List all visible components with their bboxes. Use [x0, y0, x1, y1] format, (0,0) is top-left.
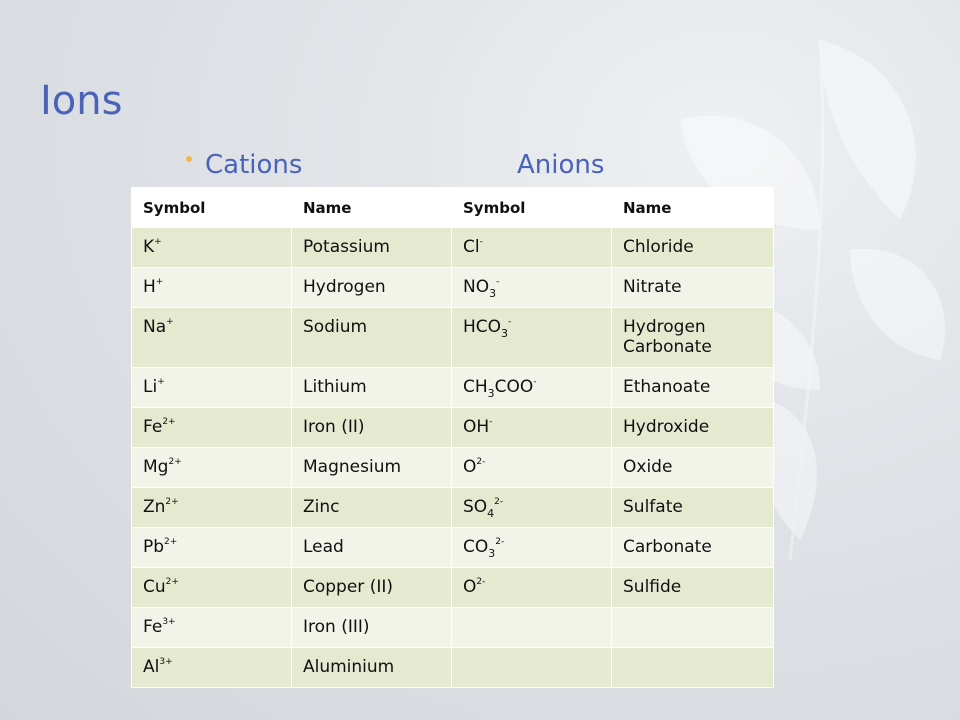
- cation-symbol-cell: [132, 368, 292, 408]
- table-row: [132, 228, 774, 268]
- anion-symbol-cell: [452, 608, 612, 648]
- anion-symbol-cell: [452, 408, 612, 448]
- anion-formula-part: CH: [463, 377, 488, 397]
- cation-symbol-cell: [132, 488, 292, 528]
- header-cell: Name: [612, 188, 774, 228]
- cation-name-cell: Magnesium: [292, 448, 452, 488]
- anion-name-cell: Sulfide: [612, 568, 774, 608]
- anion-formula-part: O: [463, 577, 477, 597]
- cation-charge: 3+: [159, 657, 173, 667]
- cation-name-cell: Iron (II): [292, 408, 452, 448]
- cation-charge: 2+: [162, 417, 176, 427]
- anion-formula-part: OH: [463, 417, 490, 437]
- cation-charge: +: [166, 317, 174, 327]
- table-row: [132, 408, 774, 448]
- ions-table-top: [131, 187, 774, 498]
- table-row: [132, 368, 774, 408]
- anion-formula-part: CO: [463, 537, 489, 557]
- table-row: [132, 308, 774, 368]
- anion-symbol-cell: [452, 488, 612, 528]
- cation-symbol: Na: [143, 317, 167, 337]
- anion-name-cell: [612, 648, 774, 688]
- anion-formula-part: NO: [463, 277, 490, 297]
- anion-charge: 2-: [494, 497, 504, 507]
- anion-formula-part: HCO: [463, 317, 502, 337]
- cation-symbol-cell: [132, 268, 292, 308]
- anion-symbol-cell: [452, 448, 612, 488]
- cation-name-cell: Sodium: [292, 308, 452, 368]
- cation-symbol: Fe: [143, 617, 163, 637]
- anion-name-cell: Hydrogen Carbonate: [612, 308, 774, 368]
- anion-symbol-cell: [452, 368, 612, 408]
- cation-symbol-cell: [132, 648, 292, 688]
- table-row: [132, 648, 774, 688]
- anion-charge: -: [479, 237, 483, 247]
- table-row: [132, 268, 774, 308]
- cations-heading: Cations: [205, 150, 303, 180]
- anion-name-cell: Oxide: [612, 448, 774, 488]
- cation-charge: +: [155, 277, 164, 287]
- anion-formula-part: Cl: [463, 237, 480, 257]
- anion-subscript: 4: [487, 507, 495, 520]
- table-body-bottom: [132, 488, 774, 688]
- table-body-top: [132, 228, 774, 498]
- header-row: [132, 188, 774, 228]
- cation-charge: 2+: [168, 457, 182, 467]
- anion-charge: 2-: [476, 577, 486, 587]
- anion-formula-part: O: [463, 457, 477, 477]
- anion-name-cell: Chloride: [612, 228, 774, 268]
- anion-formula-part: SO: [463, 497, 488, 517]
- anion-formula-part: COO: [494, 377, 534, 397]
- table-row: [132, 608, 774, 648]
- cation-charge: 2+: [165, 577, 179, 587]
- anion-symbol-cell: [452, 268, 612, 308]
- cation-symbol: K: [143, 237, 155, 257]
- anion-name-cell: Carbonate: [612, 528, 774, 568]
- anion-name-cell: Ethanoate: [612, 368, 774, 408]
- cation-name-cell: Iron (III): [292, 608, 452, 648]
- cation-charge: 2+: [165, 497, 179, 507]
- cation-name-cell: Copper (II): [292, 568, 452, 608]
- table-row: [132, 568, 774, 608]
- anion-name-cell: Sulfate: [612, 488, 774, 528]
- cation-name-cell: Aluminium: [292, 648, 452, 688]
- cation-symbol: Li: [143, 377, 158, 397]
- cation-symbol-cell: [132, 228, 292, 268]
- cation-symbol: Zn: [143, 497, 166, 517]
- anion-charge: -: [508, 317, 512, 327]
- anion-name-cell: [612, 608, 774, 648]
- header-cell: Name: [292, 188, 452, 228]
- cation-symbol: H: [143, 277, 156, 297]
- cation-symbol: Pb: [143, 537, 165, 557]
- anion-charge: -: [496, 277, 500, 287]
- cation-name-cell: Potassium: [292, 228, 452, 268]
- cation-symbol: Cu: [143, 577, 166, 597]
- anion-symbol-cell: [452, 568, 612, 608]
- cation-charge: +: [157, 377, 165, 387]
- cation-symbol-cell: [132, 448, 292, 488]
- anion-name-cell: Nitrate: [612, 268, 774, 308]
- cation-symbol: Al: [143, 657, 160, 677]
- cation-symbol-cell: [132, 608, 292, 648]
- cation-symbol: Mg: [143, 457, 169, 477]
- ions-table-bottom: [131, 487, 774, 688]
- cation-symbol-cell: [132, 568, 292, 608]
- anion-name-cell: Hydroxide: [612, 408, 774, 448]
- anion-subscript: 3: [488, 547, 496, 560]
- anion-charge: 2-: [495, 537, 505, 547]
- anion-subscript: 3: [501, 327, 509, 340]
- cation-charge: 2+: [164, 537, 178, 547]
- table-row: [132, 528, 774, 568]
- cation-symbol-cell: [132, 308, 292, 368]
- cation-name-cell: Zinc: [292, 488, 452, 528]
- anion-charge: 2-: [476, 457, 486, 467]
- slide-title: Ions: [40, 78, 123, 124]
- anions-heading: Anions: [517, 150, 605, 180]
- anion-subscript: 3: [489, 287, 497, 300]
- anion-symbol-cell: [452, 528, 612, 568]
- anion-symbol-cell: [452, 648, 612, 688]
- cation-charge: 3+: [162, 617, 176, 627]
- anion-symbol-cell: [452, 308, 612, 368]
- cation-symbol-cell: [132, 528, 292, 568]
- header-cell: Symbol: [452, 188, 612, 228]
- table-row: [132, 488, 774, 528]
- cation-name-cell: Lead: [292, 528, 452, 568]
- header-cell: Symbol: [132, 188, 292, 228]
- table-row: [132, 448, 774, 488]
- bullet-dot-icon: [186, 156, 192, 162]
- cation-name-cell: Hydrogen: [292, 268, 452, 308]
- anion-subscript: 3: [487, 387, 495, 400]
- cation-charge: +: [154, 237, 162, 247]
- subheadings: [0, 150, 960, 186]
- cation-symbol-cell: [132, 408, 292, 448]
- cation-name-cell: Lithium: [292, 368, 452, 408]
- anion-charge: -: [533, 377, 537, 387]
- anion-symbol-cell: [452, 228, 612, 268]
- anion-charge: -: [489, 417, 493, 427]
- cation-symbol: Fe: [143, 417, 163, 437]
